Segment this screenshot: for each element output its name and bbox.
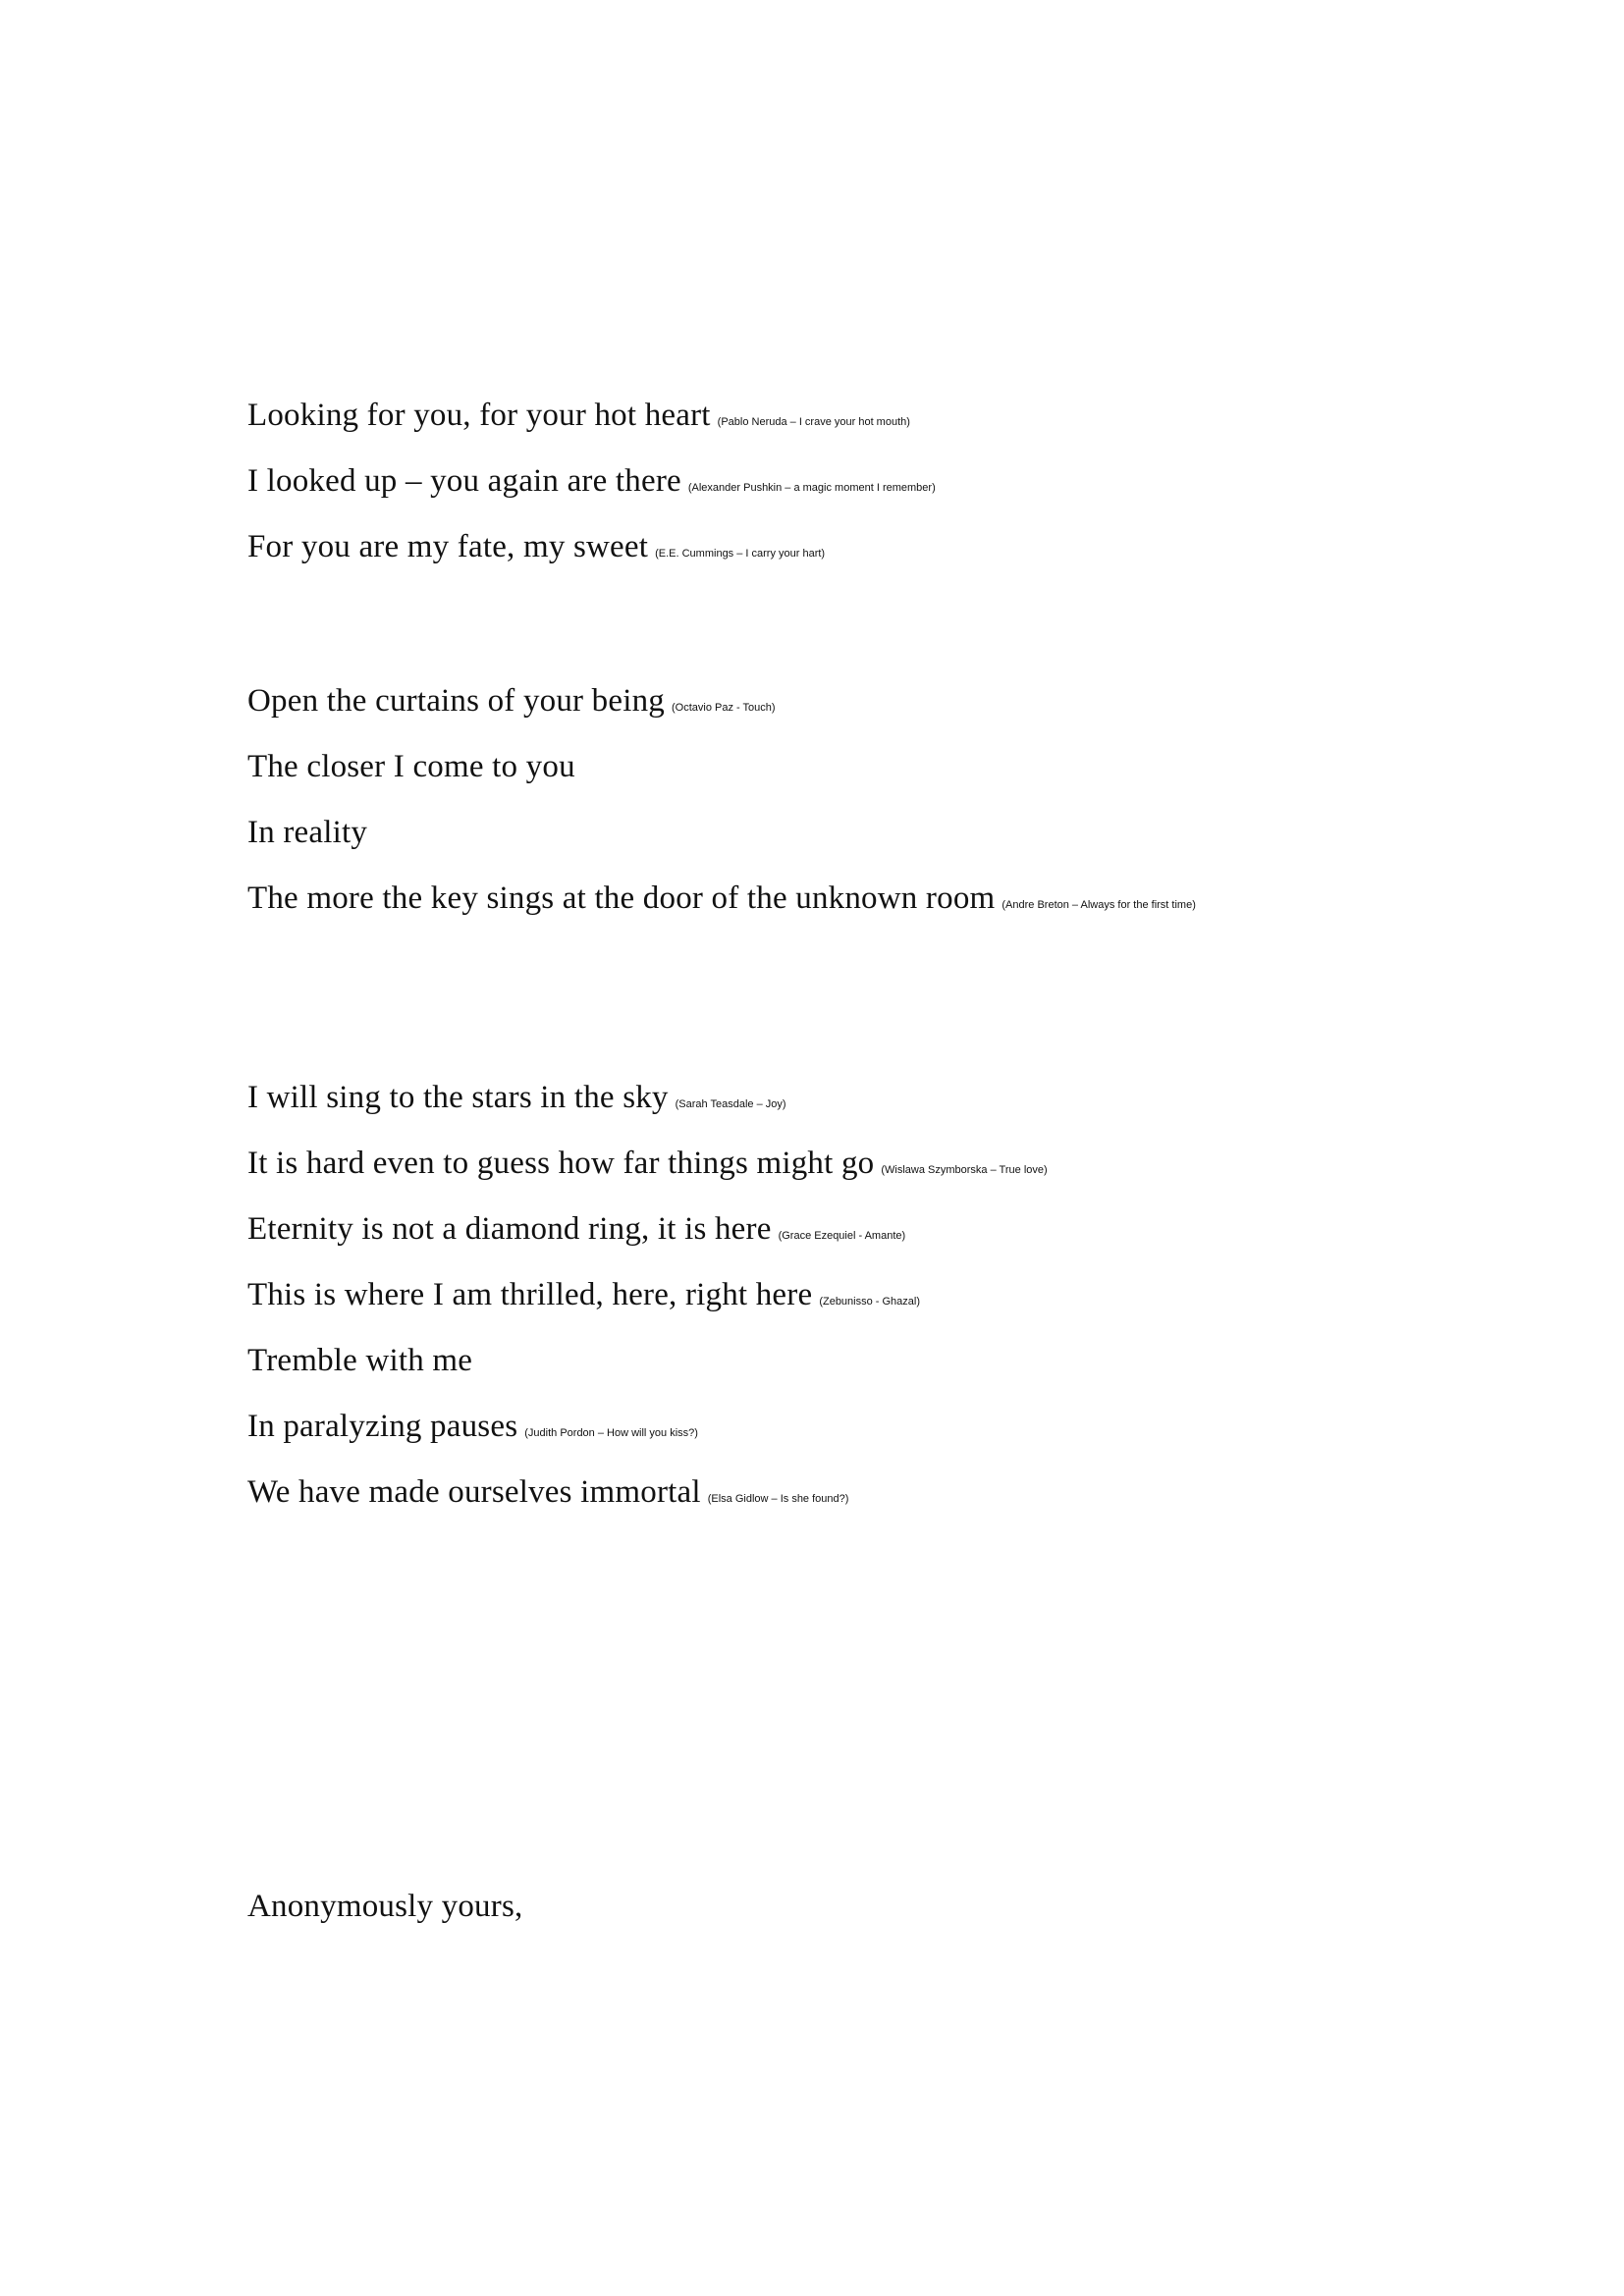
line-text: The more the key sings at the door of the unknown room (247, 881, 996, 916)
line-text: It is hard even to guess how far things might go (247, 1146, 875, 1181)
poem-line (247, 747, 582, 793)
poem-line (247, 879, 1196, 925)
line-citation: (Grace Ezequiel - Amante) (778, 1230, 906, 1242)
closing-signoff: Anonymously yours, (247, 1889, 523, 1924)
line-citation: (Elsa Gidlow – Is she found?) (707, 1493, 849, 1505)
poem-line (247, 1144, 1048, 1190)
line-text: In reality (247, 815, 368, 850)
line-text: Looking for you, for your hot heart (247, 398, 711, 433)
line-citation: (E.E. Cummings – I carry your hart) (655, 548, 826, 560)
line-citation: (Octavio Paz - Touch) (672, 702, 776, 714)
poem-line (247, 396, 910, 442)
poem-line (247, 1209, 905, 1255)
line-citation: (Alexander Pushkin – a magic moment I remember) (687, 482, 936, 494)
poem-line (247, 461, 936, 507)
line-citation: (Pablo Neruda – I crave your hot mouth) (717, 416, 910, 428)
poem-line (247, 813, 374, 859)
line-citation: (Andre Breton – Always for the first time) (1001, 899, 1196, 911)
line-citation: (Judith Pordon – How will you kiss?) (524, 1427, 698, 1439)
poem-line (247, 1407, 698, 1453)
line-text: In paralyzing pauses (247, 1409, 518, 1444)
poem-line (247, 1341, 479, 1387)
line-citation: (Zebunisso - Ghazal) (819, 1296, 921, 1308)
line-text: The closer I come to you (247, 749, 575, 784)
poem-line (247, 527, 825, 573)
poem-line (247, 681, 776, 727)
line-text: Tremble with me (247, 1343, 473, 1378)
line-text: This is where I am thrilled, here, right here (247, 1277, 813, 1312)
line-text: Eternity is not a diamond ring, it is here (247, 1211, 772, 1247)
poem-line (247, 1275, 920, 1321)
line-text: Open the curtains of your being (247, 683, 666, 719)
poem-line (247, 1472, 848, 1519)
line-citation: (Sarah Teasdale – Joy) (675, 1098, 786, 1110)
line-text: For you are my fate, my sweet (247, 529, 649, 564)
line-text: We have made ourselves immortal (247, 1474, 701, 1510)
line-text: I will sing to the stars in the sky (247, 1080, 669, 1115)
poem-line (247, 1078, 786, 1124)
line-citation: (Wislawa Szymborska – True love) (881, 1164, 1048, 1176)
line-text: I looked up – you again are there (247, 463, 681, 499)
